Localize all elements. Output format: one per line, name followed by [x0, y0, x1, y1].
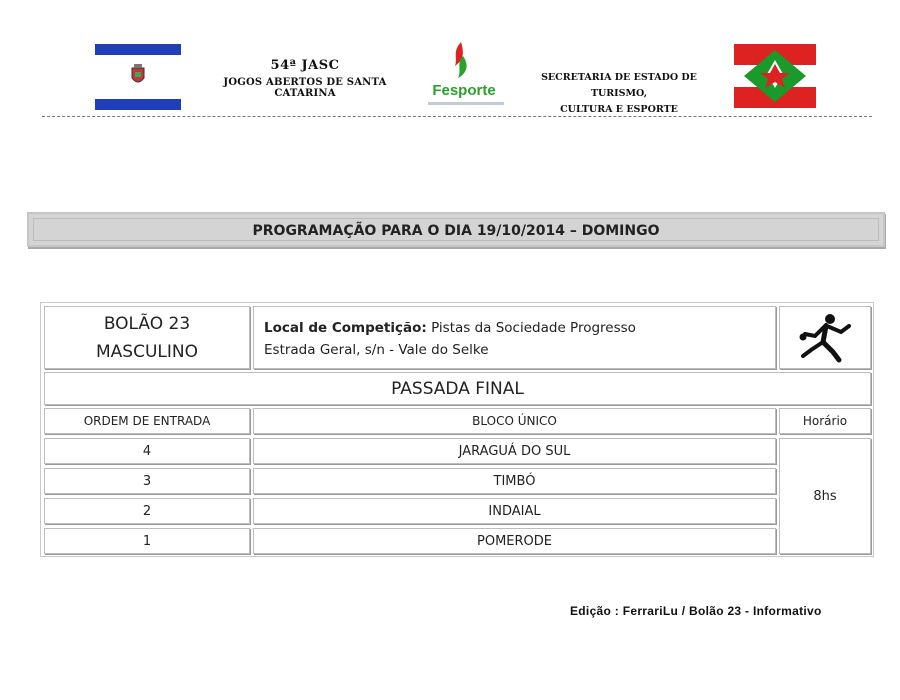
secretaria-line2: CULTURA E ESPORTE — [560, 104, 678, 115]
fesporte-tagline-bar — [428, 102, 504, 105]
event-name-line2: MASCULINO — [96, 341, 198, 362]
secretaria-line1: SECRETARIA DE ESTADO DE TURISMO, — [541, 72, 697, 99]
program-banner — [27, 212, 885, 247]
row-order: 4 — [44, 438, 250, 464]
fesporte-logo-text: Fesporte — [432, 82, 496, 99]
venue-label: Local de Competição: — [264, 320, 427, 336]
row-team: JARAGUÁ DO SUL — [253, 438, 776, 464]
column-header-order: ORDEM DE ENTRADA — [44, 408, 250, 434]
row-order: 2 — [44, 498, 250, 524]
bowler-icon — [795, 312, 855, 364]
jaragua-flag-icon — [95, 44, 181, 110]
phase-title: PASSADA FINAL — [44, 372, 871, 405]
column-header-block: BLOCO ÚNICO — [253, 408, 776, 434]
santa-catarina-flag-icon — [734, 44, 816, 108]
edition-credit: Edição : FerrariLu / Bolão 23 - Informativo — [570, 604, 822, 618]
jasc-title: 54ª JASC — [270, 58, 340, 73]
sport-icon-cell — [779, 306, 871, 369]
venue-cell — [253, 306, 776, 369]
row-team: POMERODE — [253, 528, 776, 554]
time-cell: 8hs — [779, 438, 871, 554]
program-banner-text: PROGRAMAÇÃO PARA O DIA 19/10/2014 – DOMINGO — [33, 218, 879, 241]
secretaria-text — [528, 70, 710, 118]
row-team: TIMBÓ — [253, 468, 776, 494]
row-order: 1 — [44, 528, 250, 554]
fesporte-flame-icon — [446, 40, 476, 84]
row-team: INDAIAL — [253, 498, 776, 524]
venue-name: Pistas da Sociedade Progresso — [431, 320, 636, 336]
event-name-cell — [44, 306, 250, 369]
schedule-table — [40, 302, 874, 557]
venue-address: Estrada Geral, s/n - Vale do Selke — [264, 342, 489, 358]
header-divider — [42, 116, 872, 117]
jasc-subtitle: JOGOS ABERTOS DE SANTA CATARINA — [223, 77, 387, 99]
event-name-line1: BOLÃO 23 — [103, 313, 191, 334]
row-order: 3 — [44, 468, 250, 494]
column-header-time: Horário — [779, 408, 871, 434]
